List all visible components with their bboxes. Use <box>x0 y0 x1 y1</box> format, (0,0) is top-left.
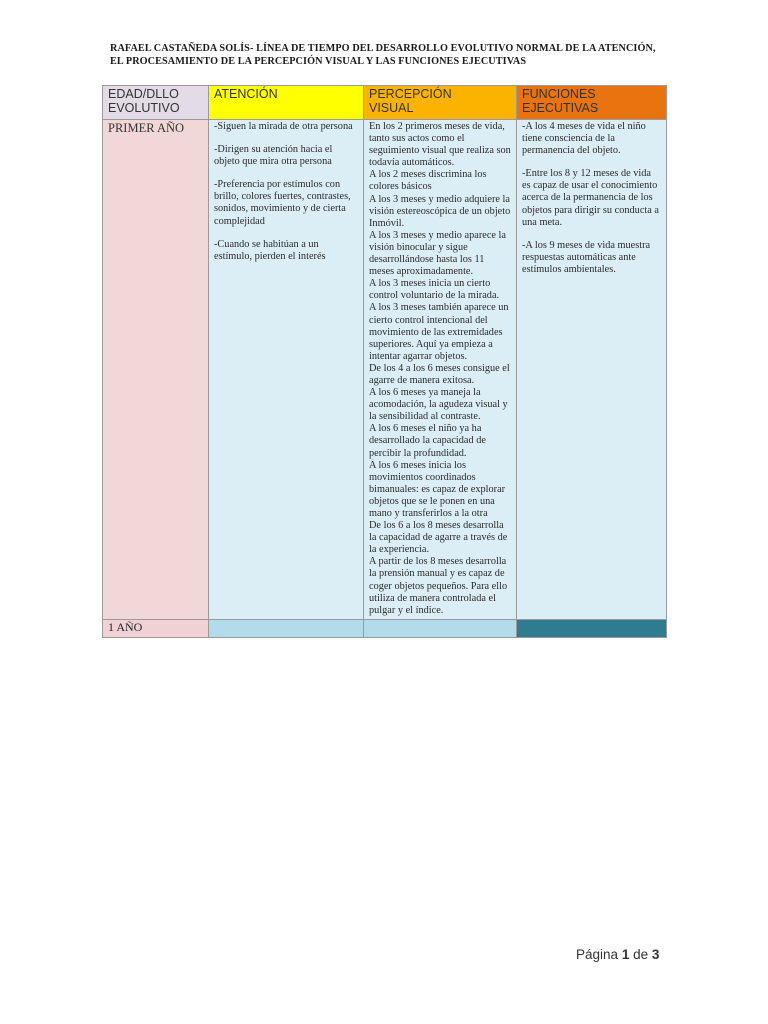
perception-item: A los 3 meses y medio adquiere la visión estereoscópica de un objeto Inmóvil. <box>369 193 511 229</box>
functions-cell <box>517 120 667 620</box>
perception-item: A los 3 meses también aparece un cierto control intencional del movimiento de las extremidades superiores. Aquí ya empieza a intentar agarrar objetos. <box>369 302 509 362</box>
header-functions-line1: FUNCIONES <box>522 87 596 101</box>
perception-cell-one-year <box>364 619 517 637</box>
functions-item: -A los 9 meses de vida muestra respuestas automáticas ante estímulos ambientales. <box>522 239 651 275</box>
header-perception-line2: VISUAL <box>369 101 414 115</box>
perception-item: A los 3 meses inicia un cierto control voluntario de la mirada. <box>369 278 500 302</box>
attention-item: -Dirigen su atención hacia el objeto que mira otra persona <box>214 144 333 168</box>
table-row-first-year <box>103 120 667 620</box>
attention-cell-one-year <box>209 619 364 637</box>
age-cell-one-year <box>103 619 209 637</box>
page-total: 3 <box>651 947 660 962</box>
page-current: 1 <box>621 947 630 962</box>
perception-item: A los 6 meses inicia los movimientos coordinados bimanuales: es capaz de explorar objetos que se le ponen en una mano y transferirlos a la otra <box>369 459 506 519</box>
functions-item: -A los 4 meses de vida el niño tiene consciencia de la permanencia del objeto. <box>522 121 646 157</box>
title-line-1: RAFAEL CASTAÑEDA SOLÍS- LÍNEA DE TIEMPO DEL DESARROLLO EVOLUTIVO NORMAL DE LA ATENCIÓN, <box>110 43 656 54</box>
timeline-table <box>102 85 667 638</box>
header-functions-line2: EJECUTIVAS <box>522 101 599 115</box>
header-attention-label: ATENCIÓN <box>214 87 278 101</box>
perception-item: A los 3 meses y medio aparece la visión binocular y sigue desarrollándose hasta los 11 meses aproximadamente. <box>369 229 506 278</box>
perception-item: De los 4 a los 6 meses consigue el agarre de manera exitosa. <box>369 362 510 386</box>
functions-cell-one-year <box>517 619 667 637</box>
page-number <box>576 947 659 962</box>
title-line-2: EL PROCESAMIENTO DE LA PERCEPCIÓN VISUAL Y LAS FUNCIONES EJECUTIVAS <box>110 56 527 67</box>
header-age <box>103 86 209 120</box>
perception-cell <box>364 120 517 620</box>
header-row <box>103 86 667 120</box>
attention-item: -Preferencia por estímulos con brillo, colores fuertes, contrastes, sonidos, movimiento y de cierta complejidad <box>214 179 351 227</box>
attention-cell <box>209 120 364 620</box>
header-functions <box>517 86 667 120</box>
functions-item: -Entre los 8 y 12 meses de vida es capaz de usar el conocimiento acerca de la permanencia de los objetos para dirigir su conducta a una meta. <box>522 168 659 228</box>
header-age-line2: EVOLUTIVO <box>108 101 180 115</box>
perception-item: A partir de los 8 meses desarrolla la prensión manual y es capaz de coger objetos pequeños. Para ello utiliza de manera controlada el pulgar y el índice. <box>369 556 508 616</box>
table-row-one-year <box>103 619 667 637</box>
header-perception-line1: PERCEPCIÓN <box>369 87 452 101</box>
perception-item: En los 2 primeros meses de vida, tanto sus actos como el seguimiento visual que realiza son todavía automáticos. <box>369 121 511 169</box>
attention-item: -Siguen la mirada de otra persona <box>214 121 353 132</box>
header-age-line1: EDAD/DLLO <box>108 87 179 101</box>
age-label: PRIMER AÑO <box>108 121 185 135</box>
perception-item: A los 2 meses discrimina los colores básicos <box>369 169 487 193</box>
page-word: Página <box>576 947 619 962</box>
perception-item: A los 6 meses el niño ya ha desarrollado la capacidad de percibir la profundidad. <box>369 423 486 459</box>
perception-item: De los 6 a los 8 meses desarrolla la capacidad de agarre a través de la experiencia. <box>369 520 508 556</box>
header-perception <box>364 86 517 120</box>
document-title <box>110 42 680 68</box>
age-label: 1 AÑO <box>108 619 143 634</box>
header-attention <box>209 86 364 120</box>
age-cell-first-year <box>103 120 209 620</box>
page-of: de <box>633 947 649 962</box>
attention-item: -Cuando se habitúan a un estímulo, pierden el interés <box>214 238 326 262</box>
perception-item: A los 6 meses ya maneja la acomodación, la agudeza visual y la sensibilidad al contraste. <box>369 387 508 423</box>
